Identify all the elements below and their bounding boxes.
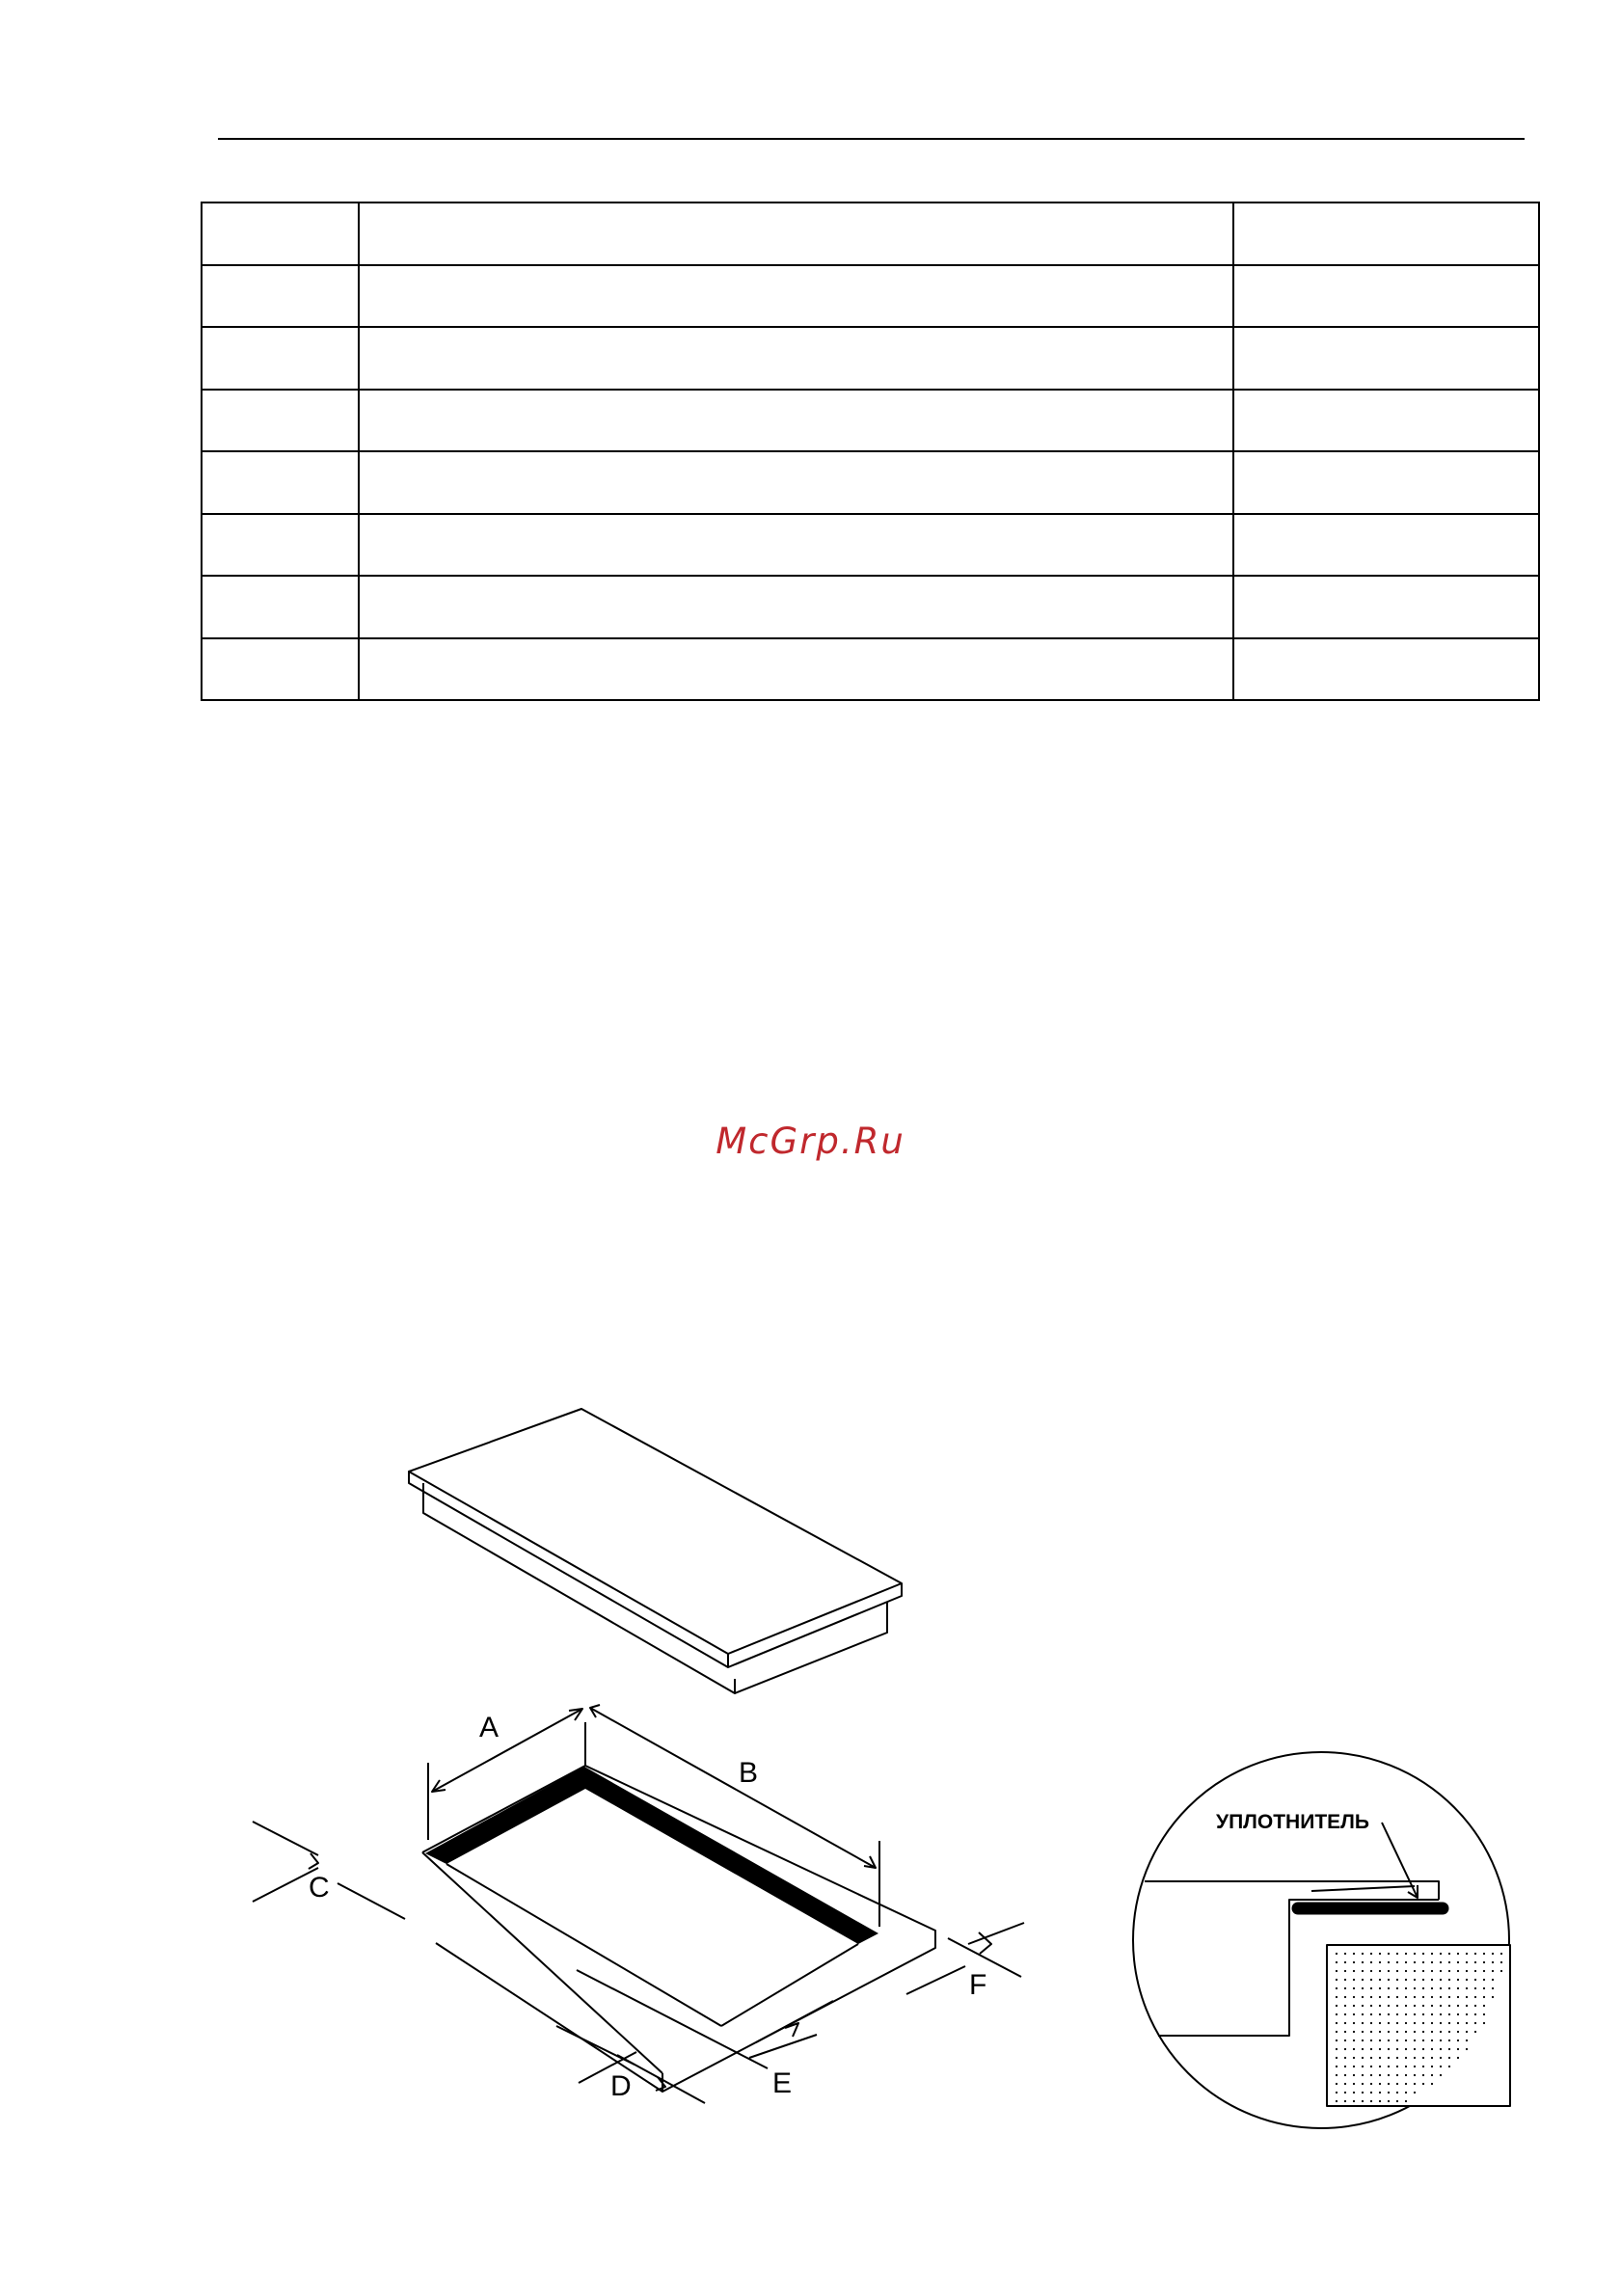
label-e: E: [772, 2067, 793, 2099]
watermark: McGrp.Ru: [716, 1121, 905, 1162]
dimension-c: [253, 1822, 405, 1919]
seal-label: УПЛОТНИТЕЛЬ: [1216, 1811, 1369, 1833]
label-c: C: [309, 1872, 330, 1904]
label-f: F: [969, 1969, 987, 2001]
hob-illustration: [409, 1409, 902, 1693]
countertop-illustration: [422, 1722, 935, 2092]
dimension-f: [906, 1923, 1024, 1994]
dimension-e: [577, 1970, 833, 2068]
label-b: B: [739, 1757, 759, 1789]
seal-detail-circle: [1133, 1752, 1510, 2128]
label-d: D: [610, 2070, 632, 2102]
label-a: A: [479, 1712, 500, 1743]
